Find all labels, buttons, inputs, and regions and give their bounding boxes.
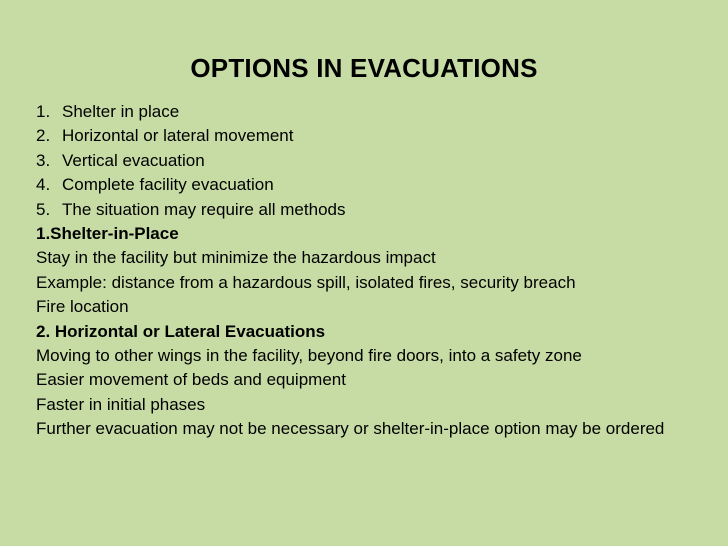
slide-body — [36, 100, 716, 442]
method-item-4 — [36, 173, 716, 197]
section-line: Stay in the facility but minimize the hazardous impact — [36, 248, 436, 268]
method-text: Complete facility evacuation — [62, 175, 274, 195]
method-item-5 — [36, 198, 716, 222]
method-text: Horizontal or lateral movement — [62, 126, 294, 146]
method-number: 2. — [36, 126, 51, 146]
slide-title: OPTIONS IN EVACUATIONS — [190, 53, 538, 83]
section-heading-shelter: 1.Shelter-in-Place — [36, 224, 179, 244]
section-line: Example: distance from a hazardous spill, isolated fires, security breach — [36, 272, 576, 292]
method-number: 3. — [36, 150, 51, 170]
method-item-1 — [36, 100, 716, 124]
method-number: 4. — [36, 175, 51, 195]
section-line: Easier movement of beds and equipment — [36, 370, 346, 390]
method-text: Shelter in place — [62, 102, 180, 121]
section-line: Further evacuation may not be necessary or shelter-in-place option may be ordered — [36, 419, 665, 439]
method-item-3 — [36, 149, 716, 173]
method-text: The situation may require all methods — [62, 199, 346, 219]
section-line: Faster in initial phases — [36, 394, 206, 414]
section-line: Moving to other wings in the facility, beyond fire doors, into a safety zone — [36, 346, 582, 366]
method-number: 1. — [36, 102, 51, 121]
section-heading-horizontal: 2. Horizontal or Lateral Evacuations — [36, 321, 326, 341]
method-item-2 — [36, 124, 716, 148]
section-line: Fire location — [36, 297, 129, 317]
method-text: Vertical evacuation — [62, 150, 205, 170]
method-number: 5. — [36, 199, 51, 219]
